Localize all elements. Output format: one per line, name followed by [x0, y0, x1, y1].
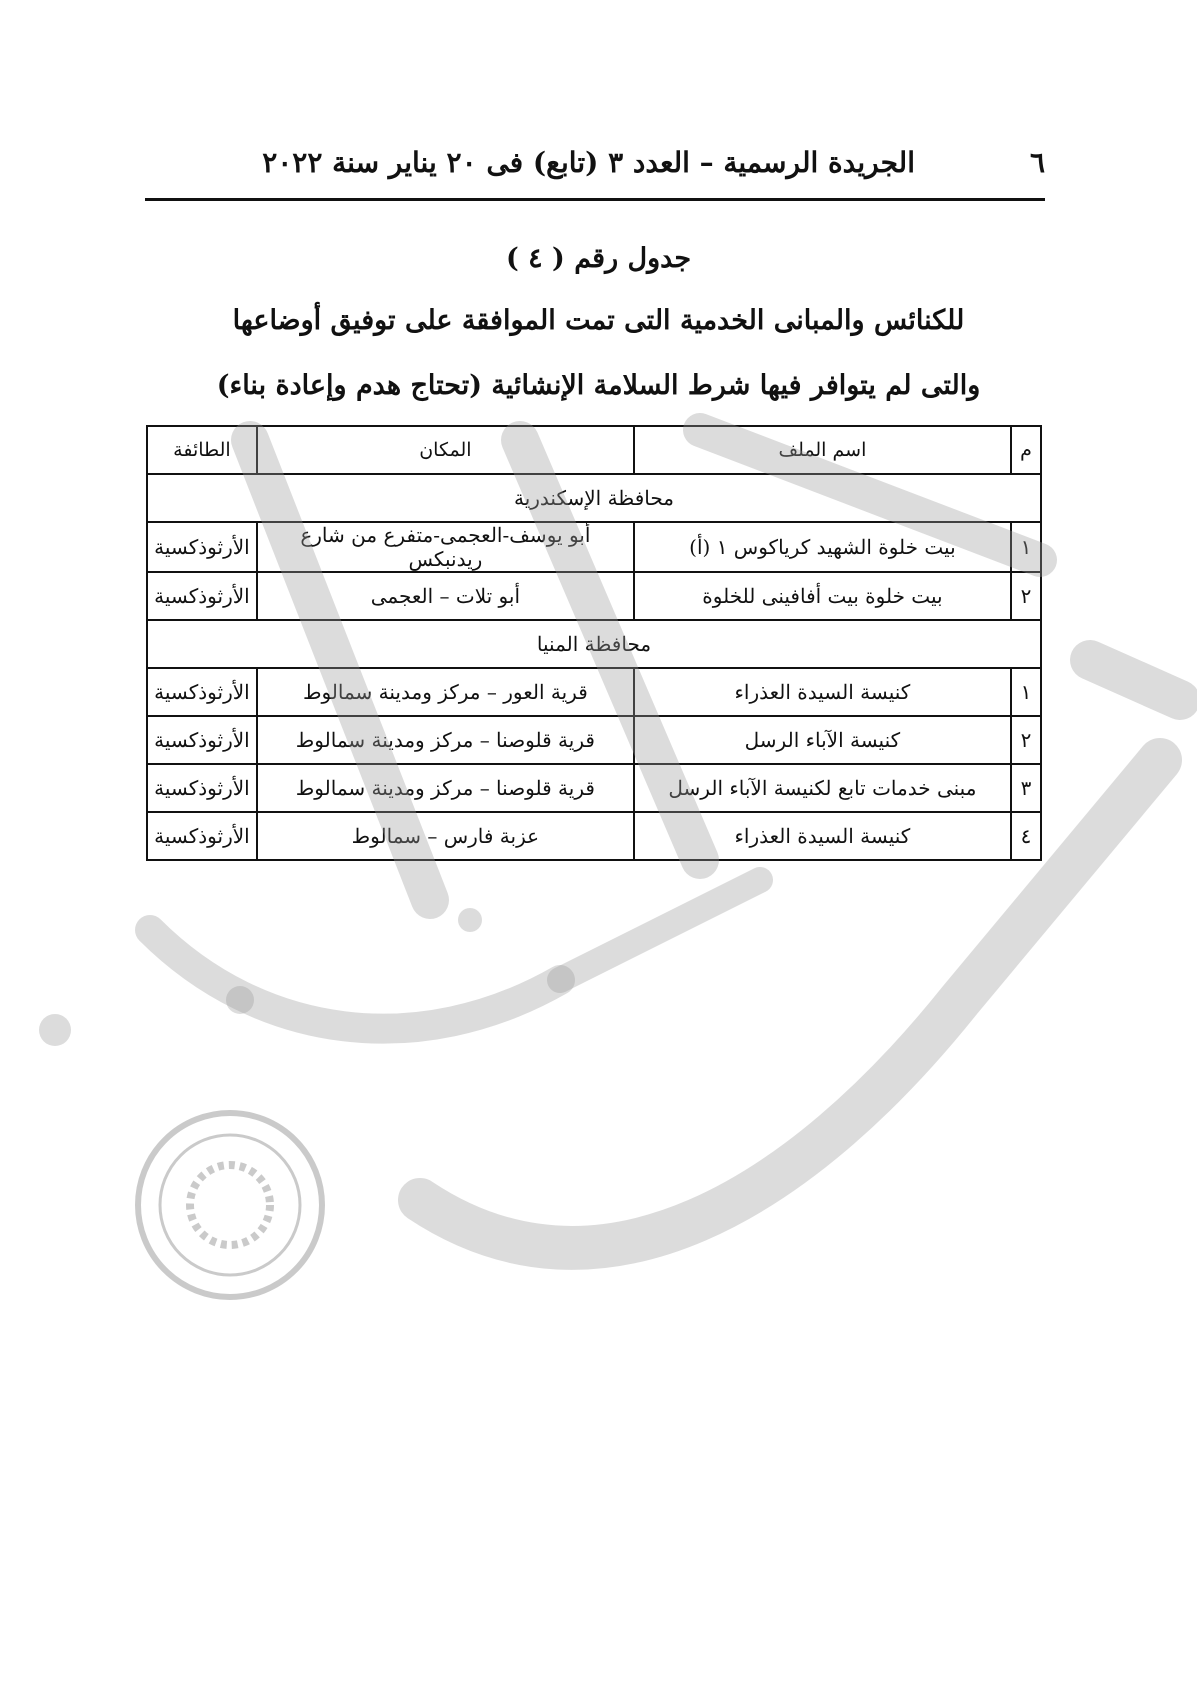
row-place: قرية العور – مركز ومدينة سمالوط — [257, 668, 634, 716]
row-denomination: الأرثوذكسية — [147, 522, 257, 572]
table-row — [147, 716, 1041, 764]
row-name: مبنى خدمات تابع لكنيسة الآباء الرسل — [634, 764, 1011, 812]
row-num: ٢ — [1011, 572, 1041, 620]
table-header-row — [147, 426, 1041, 474]
row-place: أبو يوسف-العجمى-متفرع من شارع ريدنبكس — [257, 522, 634, 572]
row-name: كنيسة الآباء الرسل — [634, 716, 1011, 764]
row-denomination: الأرثوذكسية — [147, 668, 257, 716]
row-name: كنيسة السيدة العذراء — [634, 668, 1011, 716]
row-name: كنيسة السيدة العذراء — [634, 812, 1011, 860]
table-row — [147, 812, 1041, 860]
table-row — [147, 522, 1041, 572]
table-row — [147, 668, 1041, 716]
row-denomination: الأرثوذكسية — [147, 716, 257, 764]
page-header — [145, 138, 1045, 201]
page-number: ٦ — [1029, 146, 1045, 179]
governorate-row — [147, 474, 1041, 522]
row-denomination: الأرثوذكسية — [147, 812, 257, 860]
governorate-row — [147, 620, 1041, 668]
row-name: بيت خلوة بيت أفافينى للخلوة — [634, 572, 1011, 620]
churches-table — [146, 425, 1042, 861]
governorate-label: محافظة الإسكندرية — [147, 474, 1041, 522]
row-place: أبو تلات – العجمى — [257, 572, 634, 620]
seal-icon — [138, 1113, 322, 1297]
col-header-name: اسم الملف — [634, 426, 1011, 474]
col-header-denomination: الطائفة — [147, 426, 257, 474]
row-num: ٤ — [1011, 812, 1041, 860]
col-header-num: م — [1011, 426, 1041, 474]
row-num: ٢ — [1011, 716, 1041, 764]
col-header-place: المكان — [257, 426, 634, 474]
row-name: بيت خلوة الشهيد كرياكوس ١ (أ) — [634, 522, 1011, 572]
row-num: ١ — [1011, 668, 1041, 716]
table-row — [147, 764, 1041, 812]
row-denomination: الأرثوذكسية — [147, 572, 257, 620]
subtitle-line-2: والتى لم يتوافر فيها شرط السلامة الإنشائية (تحتاج هدم وإعادة بناء) — [216, 370, 981, 401]
row-place: قرية قلوصنا – مركز ومدينة سمالوط — [257, 716, 634, 764]
row-place: عزبة فارس – سمالوط — [257, 812, 634, 860]
row-num: ٣ — [1011, 764, 1041, 812]
row-denomination: الأرثوذكسية — [147, 764, 257, 812]
table-title: جدول رقم ( ٤ ) — [505, 243, 692, 274]
governorate-label: محافظة المنيا — [147, 620, 1041, 668]
subtitle-line-1: للكنائس والمبانى الخدمية التى تمت الموافقة على توفيق أوضاعها — [232, 305, 965, 336]
row-num: ١ — [1011, 522, 1041, 572]
table-row — [147, 572, 1041, 620]
running-title: الجريدة الرسمية – العدد ٣ (تابع) فى ٢٠ يناير سنة ٢٠٢٢ — [262, 146, 915, 179]
row-place: قرية قلوصنا – مركز ومدينة سمالوط — [257, 764, 634, 812]
